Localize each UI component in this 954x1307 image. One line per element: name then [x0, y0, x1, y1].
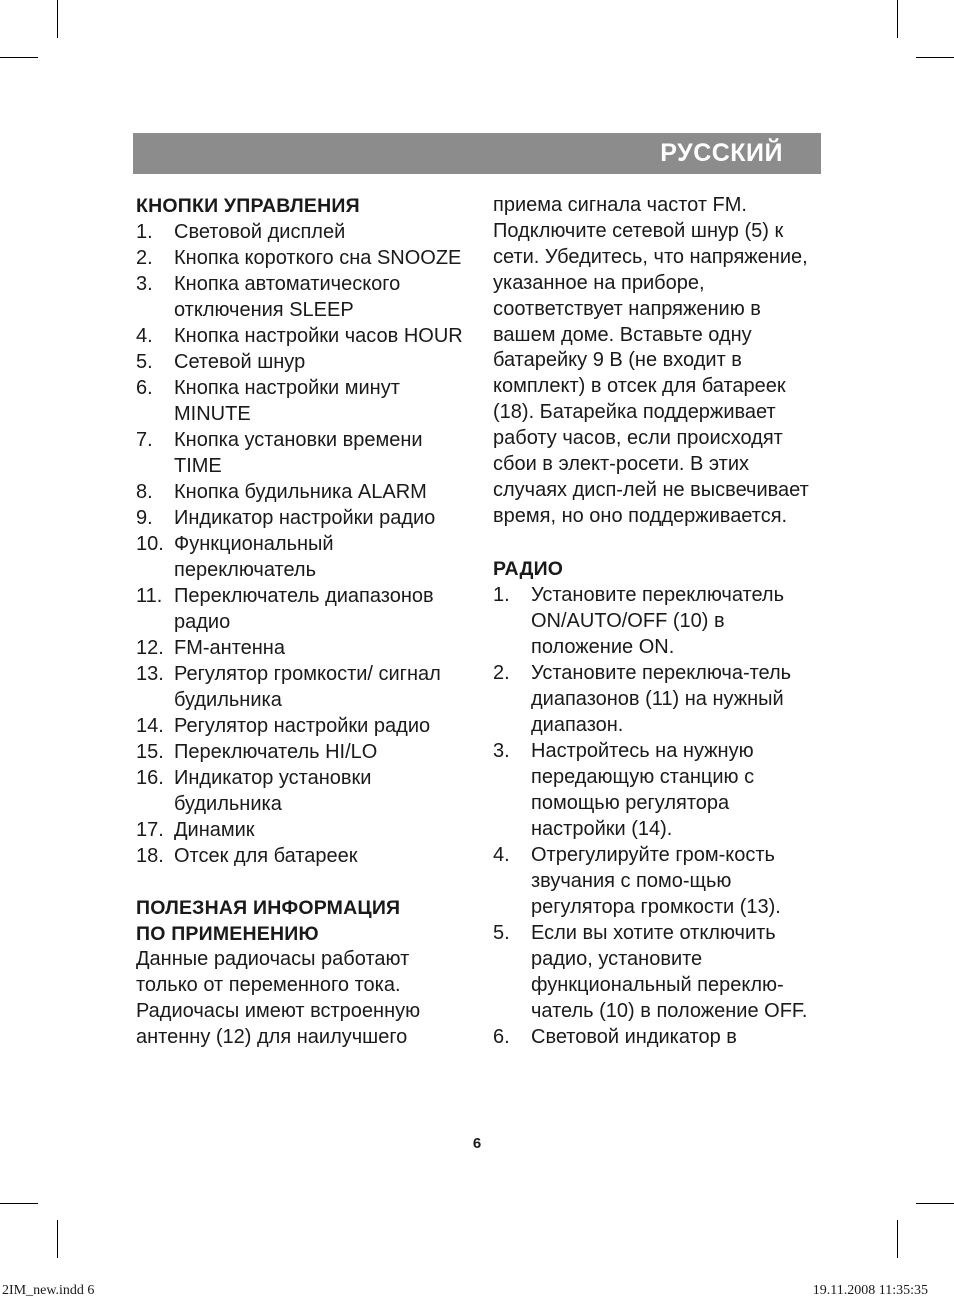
list-item-text: Кнопка настройки минут MINUTE — [174, 377, 400, 425]
list-item-text: Кнопка автоматического отключения SLEEP — [174, 273, 401, 321]
list-item — [136, 427, 466, 479]
info-text-continued: приема сигнала частот FM. Подключите сетевой шнур (5) к сети. Убедитесь, что напряжение, указанное на приборе, соответствует напряжению в вашем доме. Вставьте одну батарейку 9 В (не входит в комплект) в отсек для батареек (18). Батарейка поддерживает работу часов, если происходят сбои в элект-росети. В этих случаях дисп-лей не высвечивает время, но оно поддерживается. — [493, 194, 809, 527]
crop-mark — [916, 1203, 954, 1204]
list-item-number: 14. — [136, 715, 164, 737]
list-item — [136, 323, 466, 349]
info-heading-line: ПОЛЕЗНАЯ ИНФОРМАЦИЯ — [136, 897, 401, 919]
list-item — [493, 660, 828, 738]
list-item-text: Индикатор установки будильника — [174, 767, 372, 815]
list-item-text: Световой индикатор в — [531, 1025, 737, 1048]
info-heading-line: ПО ПРИМЕНЕНИЮ — [136, 923, 319, 945]
list-item-number: 7. — [136, 429, 153, 451]
list-item-number: 4. — [136, 325, 153, 347]
crop-mark — [916, 57, 954, 58]
crop-mark — [897, 1220, 898, 1258]
list-item-text: Кнопка будильника ALARM — [174, 481, 427, 503]
list-item-text: Регулятор настройки радио — [174, 715, 431, 737]
list-item-text: Сетевой шнур — [174, 351, 306, 373]
list-item — [136, 661, 466, 713]
list-item — [136, 843, 466, 869]
list-item-text: Динамик — [174, 819, 255, 841]
list-item-number: 10. — [136, 533, 164, 555]
list-item-number: 12. — [136, 637, 164, 659]
list-item-number: 13. — [136, 663, 164, 685]
list-item — [493, 920, 828, 1024]
list-item — [136, 531, 466, 583]
crop-mark — [57, 1220, 58, 1258]
list-item-number: 16. — [136, 767, 164, 789]
list-item-text: Переключатель диапазонов радио — [174, 585, 434, 633]
list-item-text: Если вы хотите отключить радио, установите функциональный переклю-чатель (10) в положение OFF. — [531, 921, 808, 1022]
list-item-number: 11. — [136, 585, 163, 607]
list-item — [136, 817, 466, 843]
list-item — [136, 635, 466, 661]
list-item — [136, 505, 466, 531]
list-item — [136, 271, 466, 323]
list-item-number: 5. — [493, 921, 510, 944]
list-item-number: 15. — [136, 741, 164, 763]
list-item-text: Кнопка установки времени TIME — [174, 429, 423, 477]
crop-mark — [0, 57, 38, 58]
list-item — [136, 219, 466, 245]
list-item-text: Функциональный переключатель — [174, 533, 334, 581]
list-item-text: Отрегулируйте гром-кость звучания с помо-щью регулятора громкости (13). — [531, 843, 781, 918]
list-item — [493, 842, 828, 920]
list-item — [493, 1024, 828, 1050]
list-item-number: 3. — [136, 273, 153, 295]
list-item — [136, 713, 466, 739]
list-item-text: Установите переключатель ON/AUTO/OFF (10) в положение ON. — [531, 583, 784, 658]
list-item-text: Настройтесь на нужную передающую станцию с помощью регулятора настройки (14). — [531, 739, 755, 840]
list-item-text: Отсек для батареек — [174, 845, 358, 867]
list-item-number: 1. — [493, 583, 510, 606]
list-item-text: Установите переключа-тель диапазонов (11) на нужный диапазон. — [531, 661, 792, 736]
list-item-number: 2. — [136, 247, 153, 269]
right-column — [493, 193, 828, 1050]
list-item — [136, 739, 466, 765]
list-item-number: 6. — [136, 377, 153, 399]
radio-steps-list — [493, 582, 828, 1050]
controls-heading: КНОПКИ УПРАВЛЕНИЯ — [136, 195, 360, 217]
list-item-number: 8. — [136, 481, 153, 503]
list-item-number: 9. — [136, 507, 153, 529]
list-item-text: Регулятор громкости/ сигнал будильника — [174, 663, 441, 711]
crop-mark — [57, 0, 58, 38]
list-item — [136, 479, 466, 505]
info-text: Данные радиочасы работают только от переменного тока. Радиочасы имеют встроенную антенну (12) для наилучшего — [136, 948, 421, 1048]
list-item-text: Кнопка короткого сна SNOOZE — [174, 247, 462, 269]
list-item-number: 4. — [493, 843, 510, 866]
crop-mark — [897, 0, 898, 38]
list-item — [493, 582, 828, 660]
info-heading — [136, 895, 466, 947]
list-item-number: 3. — [493, 739, 510, 762]
page-number: 6 — [472, 1135, 482, 1152]
list-item-text: Индикатор настройки радио — [174, 507, 436, 529]
controls-list — [136, 219, 466, 869]
list-item — [136, 349, 466, 375]
list-item-number: 18. — [136, 845, 164, 867]
language-header-bar — [133, 133, 821, 174]
list-item — [136, 765, 466, 817]
list-item — [136, 583, 466, 635]
list-item-number: 1. — [136, 221, 153, 243]
list-item-number: 5. — [136, 351, 153, 373]
list-item — [493, 738, 828, 842]
left-column — [136, 193, 466, 1051]
list-item — [136, 375, 466, 427]
list-item-text: Кнопка настройки часов HOUR — [174, 325, 463, 347]
list-item-number: 17. — [136, 819, 164, 841]
list-item-number: 2. — [493, 661, 510, 684]
crop-mark — [0, 1203, 38, 1204]
radio-heading: РАДИО — [493, 557, 564, 580]
language-label: РУССКИЙ — [660, 139, 783, 167]
footer-timestamp: 19.11.2008 11:35:35 — [812, 1283, 928, 1298]
footer-file-name: 2IM_new.indd 6 — [2, 1283, 95, 1298]
list-item-number: 6. — [493, 1025, 510, 1048]
list-item-text: Переключатель HI/LO — [174, 741, 378, 763]
list-item-text: Световой дисплей — [174, 221, 346, 243]
list-item — [136, 245, 466, 271]
list-item-text: FM-антенна — [174, 637, 285, 659]
